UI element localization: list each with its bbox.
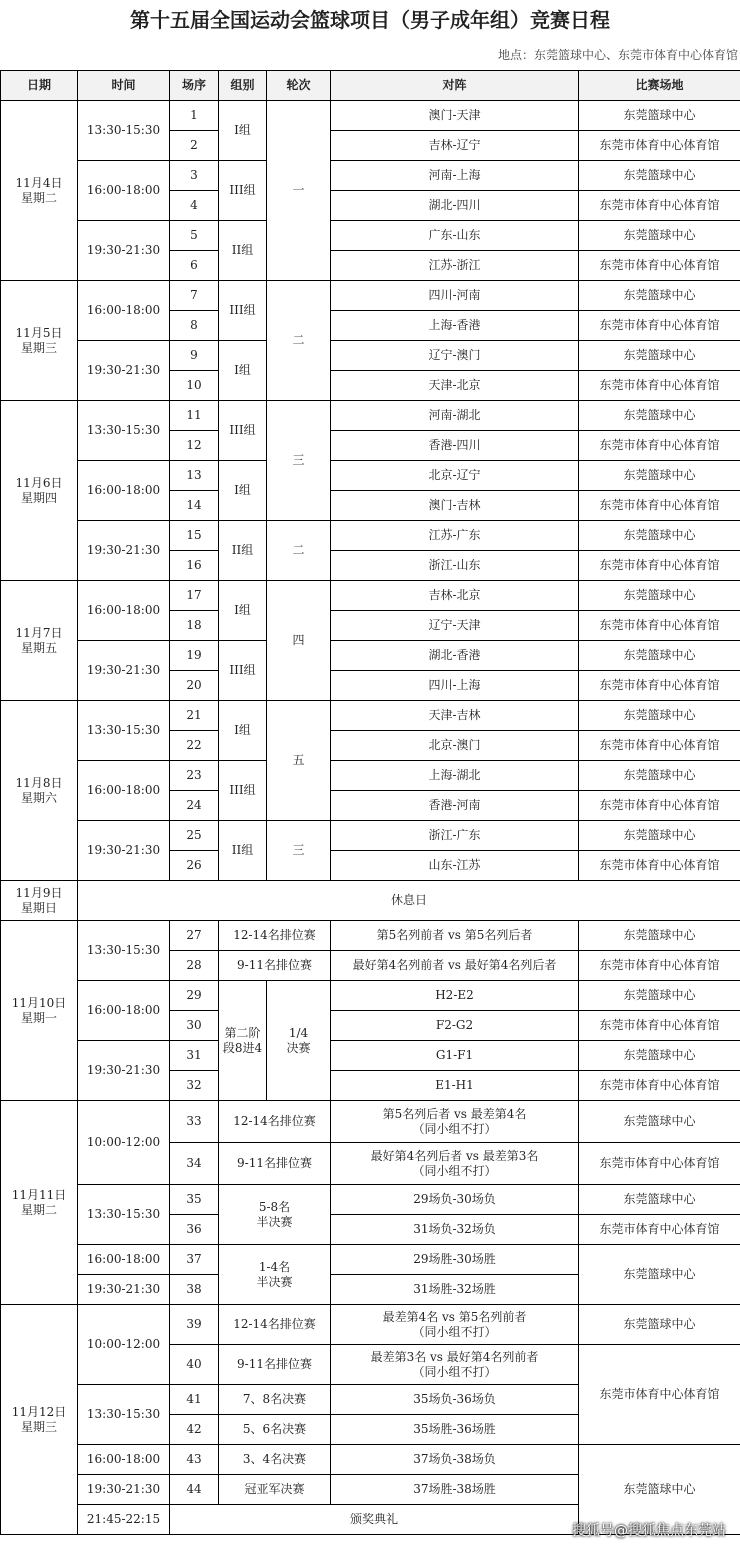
time-cell: 16:00-18:00 <box>78 761 170 821</box>
group-cell: I组 <box>219 341 267 401</box>
group-cell: 9-11名排位赛 <box>219 1143 331 1185</box>
matchup-cell: 29场胜-30场胜 <box>331 1245 579 1275</box>
matchup-cell: 最差第3名 vs 最好第4名列前者 （同小组不打） <box>331 1345 579 1385</box>
matchup-cell: 浙江-广东 <box>331 821 579 851</box>
venue-cell: 东莞市体育中心体育馆 <box>579 1143 740 1185</box>
match-no-cell: 31 <box>170 1041 219 1071</box>
venue-cell: 东莞篮球中心 <box>579 1041 740 1071</box>
venue-cell: 东莞篮球中心 <box>579 101 740 131</box>
ceremony-cell: 颁奖典礼 <box>170 1505 579 1535</box>
time-cell: 19:30-21:30 <box>78 1275 170 1305</box>
matchup-cell: 河南-湖北 <box>331 401 579 431</box>
venue-cell: 东莞市体育中心体育馆 <box>579 1071 740 1101</box>
table-row <box>1 581 740 611</box>
match-no-cell: 43 <box>170 1445 219 1475</box>
venue-cell: 东莞市体育中心体育馆 <box>579 311 740 341</box>
venue-cell: 东莞市体育中心体育馆 <box>579 251 740 281</box>
venue-cell: 东莞篮球中心 <box>579 521 740 551</box>
time-cell: 19:30-21:30 <box>78 1475 170 1505</box>
match-no-cell: 14 <box>170 491 219 521</box>
match-no-cell: 5 <box>170 221 219 251</box>
venue-cell: 东莞篮球中心 <box>579 1305 740 1345</box>
group-cell: 5-8名 半决赛 <box>219 1185 331 1245</box>
schedule-table <box>0 70 740 1535</box>
date-cell: 11月10日 星期一 <box>1 921 78 1101</box>
header-venue: 比赛场地 <box>579 71 740 101</box>
round-cell: 一 <box>267 101 331 281</box>
time-cell: 19:30-21:30 <box>78 821 170 881</box>
header-match-no: 场序 <box>170 71 219 101</box>
match-no-cell: 3 <box>170 161 219 191</box>
time-cell: 16:00-18:00 <box>78 581 170 641</box>
matchup-cell: 香港-河南 <box>331 791 579 821</box>
watermark: 搜狐号@搜狐焦点东莞站 <box>572 1523 726 1539</box>
match-no-cell: 9 <box>170 341 219 371</box>
time-cell: 16:00-18:00 <box>78 161 170 221</box>
table-row <box>1 401 740 431</box>
matchup-cell: 香港-四川 <box>331 431 579 461</box>
match-no-cell: 16 <box>170 551 219 581</box>
header-matchup: 对阵 <box>331 71 579 101</box>
group-cell: 5、6名决赛 <box>219 1415 331 1445</box>
group-cell: III组 <box>219 161 267 221</box>
table-row <box>1 101 740 131</box>
round-cell: 四 <box>267 581 331 701</box>
match-no-cell: 37 <box>170 1245 219 1275</box>
match-no-cell: 32 <box>170 1071 219 1101</box>
matchup-cell: 最好第4名列前者 vs 最好第4名列后者 <box>331 951 579 981</box>
match-no-cell: 17 <box>170 581 219 611</box>
table-row <box>1 161 740 191</box>
table-row <box>1 281 740 311</box>
venue-cell: 东莞篮球中心 <box>579 1245 740 1305</box>
match-no-cell: 39 <box>170 1305 219 1345</box>
table-row <box>1 641 740 671</box>
time-cell: 13:30-15:30 <box>78 1385 170 1445</box>
match-no-cell: 10 <box>170 371 219 401</box>
table-row <box>1 1101 740 1143</box>
matchup-cell: 湖北-四川 <box>331 191 579 221</box>
header-group: 组别 <box>219 71 267 101</box>
venue-cell: 东莞篮球中心 <box>579 161 740 191</box>
group-cell: 9-11名排位赛 <box>219 1345 331 1385</box>
time-cell: 13:30-15:30 <box>78 921 170 981</box>
table-row <box>1 701 740 731</box>
match-no-cell: 18 <box>170 611 219 641</box>
matchup-cell: 31场负-32场负 <box>331 1215 579 1245</box>
time-cell: 19:30-21:30 <box>78 341 170 401</box>
time-cell: 10:00-12:00 <box>78 1101 170 1185</box>
match-no-cell: 2 <box>170 131 219 161</box>
header-round: 轮次 <box>267 71 331 101</box>
matchup-cell: H2-E2 <box>331 981 579 1011</box>
group-cell: III组 <box>219 761 267 821</box>
matchup-cell: 湖北-香港 <box>331 641 579 671</box>
group-cell: 7、8名决赛 <box>219 1385 331 1415</box>
match-no-cell: 40 <box>170 1345 219 1385</box>
venue-cell: 东莞市体育中心体育馆 <box>579 1345 740 1445</box>
match-no-cell: 13 <box>170 461 219 491</box>
table-row <box>1 341 740 371</box>
time-cell: 13:30-15:30 <box>78 101 170 161</box>
venue-cell: 东莞市体育中心体育馆 <box>579 1215 740 1245</box>
round-cell: 五 <box>267 701 331 821</box>
group-cell: II组 <box>219 821 267 881</box>
match-no-cell: 38 <box>170 1275 219 1305</box>
matchup-cell: 山东-江苏 <box>331 851 579 881</box>
match-no-cell: 44 <box>170 1475 219 1505</box>
venue-cell: 东莞市体育中心体育馆 <box>579 431 740 461</box>
round-cell: 三 <box>267 401 331 521</box>
match-no-cell: 42 <box>170 1415 219 1445</box>
time-cell: 19:30-21:30 <box>78 221 170 281</box>
venue-cell: 东莞篮球中心 <box>579 221 740 251</box>
time-cell: 19:30-21:30 <box>78 641 170 701</box>
match-no-cell: 33 <box>170 1101 219 1143</box>
venue-cell: 东莞篮球中心 <box>579 921 740 951</box>
matchup-cell: 吉林-辽宁 <box>331 131 579 161</box>
venue-cell: 东莞市体育中心体育馆 <box>579 611 740 641</box>
matchup-cell: 35场胜-36场胜 <box>331 1415 579 1445</box>
venue-cell: 东莞篮球中心 <box>579 341 740 371</box>
date-cell: 11月5日 星期三 <box>1 281 78 401</box>
time-cell: 16:00-18:00 <box>78 461 170 521</box>
table-row <box>1 761 740 791</box>
header-date: 日期 <box>1 71 78 101</box>
venue-cell: 东莞篮球中心 <box>579 581 740 611</box>
match-no-cell: 35 <box>170 1185 219 1215</box>
group-cell: 1-4名 半决赛 <box>219 1245 331 1305</box>
match-no-cell: 11 <box>170 401 219 431</box>
matchup-cell: 上海-湖北 <box>331 761 579 791</box>
date-cell: 11月11日 星期二 <box>1 1101 78 1305</box>
time-cell: 21:45-22:15 <box>78 1505 170 1535</box>
venue-cell: 东莞市体育中心体育馆 <box>579 551 740 581</box>
header-row <box>1 71 740 101</box>
table-row <box>1 981 740 1011</box>
table-row <box>1 881 740 921</box>
venue-cell: 东莞篮球中心 <box>579 401 740 431</box>
round-cell: 二 <box>267 521 331 581</box>
venue-cell: 东莞市体育中心体育馆 <box>579 731 740 761</box>
time-cell: 16:00-18:00 <box>78 1445 170 1475</box>
time-cell: 13:30-15:30 <box>78 701 170 761</box>
match-no-cell: 34 <box>170 1143 219 1185</box>
match-no-cell: 24 <box>170 791 219 821</box>
venue-cell: 东莞市体育中心体育馆 <box>579 191 740 221</box>
round-cell: 二 <box>267 281 331 401</box>
venue-cell: 东莞市体育中心体育馆 <box>579 371 740 401</box>
group-cell: 12-14名排位赛 <box>219 921 331 951</box>
time-cell: 19:30-21:30 <box>78 1041 170 1101</box>
venue-cell: 东莞篮球中心 <box>579 821 740 851</box>
group-cell: II组 <box>219 221 267 281</box>
matchup-cell: 最好第4名列后者 vs 最差第3名 （同小组不打） <box>331 1143 579 1185</box>
match-no-cell: 20 <box>170 671 219 701</box>
match-no-cell: 36 <box>170 1215 219 1245</box>
group-cell: II组 <box>219 521 267 581</box>
venue-cell: 东莞市体育中心体育馆 <box>579 131 740 161</box>
match-no-cell: 12 <box>170 431 219 461</box>
venue-subtitle: 地点：东莞篮球中心、东莞市体育中心体育馆 <box>497 48 738 62</box>
venue-cell: 东莞市体育中心体育馆 <box>579 851 740 881</box>
header-time: 时间 <box>78 71 170 101</box>
table-row <box>1 1185 740 1215</box>
match-no-cell: 22 <box>170 731 219 761</box>
matchup-cell: 广东-山东 <box>331 221 579 251</box>
matchup-cell: G1-F1 <box>331 1041 579 1071</box>
venue-cell: 东莞市体育中心体育馆 <box>579 671 740 701</box>
group-cell: 冠亚军决赛 <box>219 1475 331 1505</box>
matchup-cell: 天津-北京 <box>331 371 579 401</box>
matchup-cell: 37场胜-38场胜 <box>331 1475 579 1505</box>
matchup-cell: 37场负-38场负 <box>331 1445 579 1475</box>
group-cell: III组 <box>219 401 267 461</box>
time-cell: 10:00-12:00 <box>78 1305 170 1385</box>
match-no-cell: 27 <box>170 921 219 951</box>
venue-cell: 东莞篮球中心 <box>579 981 740 1011</box>
group-cell: III组 <box>219 281 267 341</box>
time-cell: 13:30-15:30 <box>78 401 170 461</box>
table-row <box>1 1245 740 1275</box>
group-cell: I组 <box>219 701 267 761</box>
matchup-cell: 第5名列后者 vs 最差第4名 （同小组不打） <box>331 1101 579 1143</box>
venue-cell: 东莞篮球中心 <box>579 1185 740 1215</box>
matchup-cell: 35场负-36场负 <box>331 1385 579 1415</box>
venue-cell: 东莞篮球中心 <box>579 1101 740 1143</box>
matchup-cell: 吉林-北京 <box>331 581 579 611</box>
venue-cell: 东莞篮球中心 <box>579 281 740 311</box>
table-row <box>1 221 740 251</box>
group-cell: 3、4名决赛 <box>219 1445 331 1475</box>
match-no-cell: 30 <box>170 1011 219 1041</box>
match-no-cell: 21 <box>170 701 219 731</box>
matchup-cell: 29场负-30场负 <box>331 1185 579 1215</box>
group-cell: 第二阶段8进4 <box>219 981 267 1101</box>
match-no-cell: 1 <box>170 101 219 131</box>
matchup-cell: 天津-吉林 <box>331 701 579 731</box>
match-no-cell: 41 <box>170 1385 219 1415</box>
matchup-cell: 河南-上海 <box>331 161 579 191</box>
table-row <box>1 821 740 851</box>
matchup-cell: 澳门-吉林 <box>331 491 579 521</box>
match-no-cell: 15 <box>170 521 219 551</box>
venue-cell: 东莞市体育中心体育馆 <box>579 1011 740 1041</box>
group-cell: III组 <box>219 641 267 701</box>
match-no-cell: 29 <box>170 981 219 1011</box>
matchup-cell: 辽宁-天津 <box>331 611 579 641</box>
matchup-cell: 四川-河南 <box>331 281 579 311</box>
date-cell: 11月8日 星期六 <box>1 701 78 881</box>
venue-cell: 东莞市体育中心体育馆 <box>579 791 740 821</box>
round-cell: 三 <box>267 821 331 881</box>
table-row <box>1 461 740 491</box>
matchup-cell: 北京-辽宁 <box>331 461 579 491</box>
venue-cell: 东莞篮球中心 <box>579 701 740 731</box>
match-no-cell: 19 <box>170 641 219 671</box>
rest-day-cell: 休息日 <box>78 881 740 921</box>
table-row <box>1 1445 740 1475</box>
matchup-cell: 江苏-浙江 <box>331 251 579 281</box>
matchup-cell: 北京-澳门 <box>331 731 579 761</box>
matchup-cell: 辽宁-澳门 <box>331 341 579 371</box>
time-cell: 16:00-18:00 <box>78 281 170 341</box>
matchup-cell: 浙江-山东 <box>331 551 579 581</box>
table-row <box>1 921 740 951</box>
date-cell: 11月9日 星期日 <box>1 881 78 921</box>
venue-cell: 东莞篮球中心 <box>579 641 740 671</box>
date-cell: 11月12日 星期三 <box>1 1305 78 1535</box>
table-row <box>1 521 740 551</box>
venue-cell: 东莞市体育中心体育馆 <box>579 951 740 981</box>
matchup-cell: 最差第4名 vs 第5名列前者 （同小组不打） <box>331 1305 579 1345</box>
group-cell: 9-11名排位赛 <box>219 951 331 981</box>
group-cell: I组 <box>219 581 267 641</box>
match-no-cell: 4 <box>170 191 219 221</box>
match-no-cell: 6 <box>170 251 219 281</box>
venue-cell: 东莞篮球中心 <box>579 1445 740 1535</box>
match-no-cell: 25 <box>170 821 219 851</box>
match-no-cell: 7 <box>170 281 219 311</box>
group-cell: 12-14名排位赛 <box>219 1305 331 1345</box>
match-no-cell: 8 <box>170 311 219 341</box>
matchup-cell: 四川-上海 <box>331 671 579 701</box>
time-cell: 16:00-18:00 <box>78 1245 170 1275</box>
table-row <box>1 1041 740 1071</box>
time-cell: 16:00-18:00 <box>78 981 170 1041</box>
group-cell: I组 <box>219 461 267 521</box>
match-no-cell: 26 <box>170 851 219 881</box>
group-cell: 12-14名排位赛 <box>219 1101 331 1143</box>
table-row <box>1 1305 740 1345</box>
matchup-cell: 澳门-天津 <box>331 101 579 131</box>
matchup-cell: E1-H1 <box>331 1071 579 1101</box>
time-cell: 19:30-21:30 <box>78 521 170 581</box>
matchup-cell: F2-G2 <box>331 1011 579 1041</box>
matchup-cell: 江苏-广东 <box>331 521 579 551</box>
matchup-cell: 第5名列前者 vs 第5名列后者 <box>331 921 579 951</box>
round-cell: 1/4 决赛 <box>267 981 331 1101</box>
venue-cell: 东莞篮球中心 <box>579 461 740 491</box>
date-cell: 11月4日 星期二 <box>1 101 78 281</box>
date-cell: 11月6日 星期四 <box>1 401 78 581</box>
matchup-cell: 上海-香港 <box>331 311 579 341</box>
match-no-cell: 23 <box>170 761 219 791</box>
date-cell: 11月7日 星期五 <box>1 581 78 701</box>
group-cell: I组 <box>219 101 267 161</box>
matchup-cell: 31场胜-32场胜 <box>331 1275 579 1305</box>
time-cell: 13:30-15:30 <box>78 1185 170 1245</box>
venue-cell: 东莞篮球中心 <box>579 761 740 791</box>
venue-cell: 东莞市体育中心体育馆 <box>579 491 740 521</box>
match-no-cell: 28 <box>170 951 219 981</box>
page-title: 第十五届全国运动会篮球项目（男子成年组）竞赛日程 <box>130 8 610 32</box>
